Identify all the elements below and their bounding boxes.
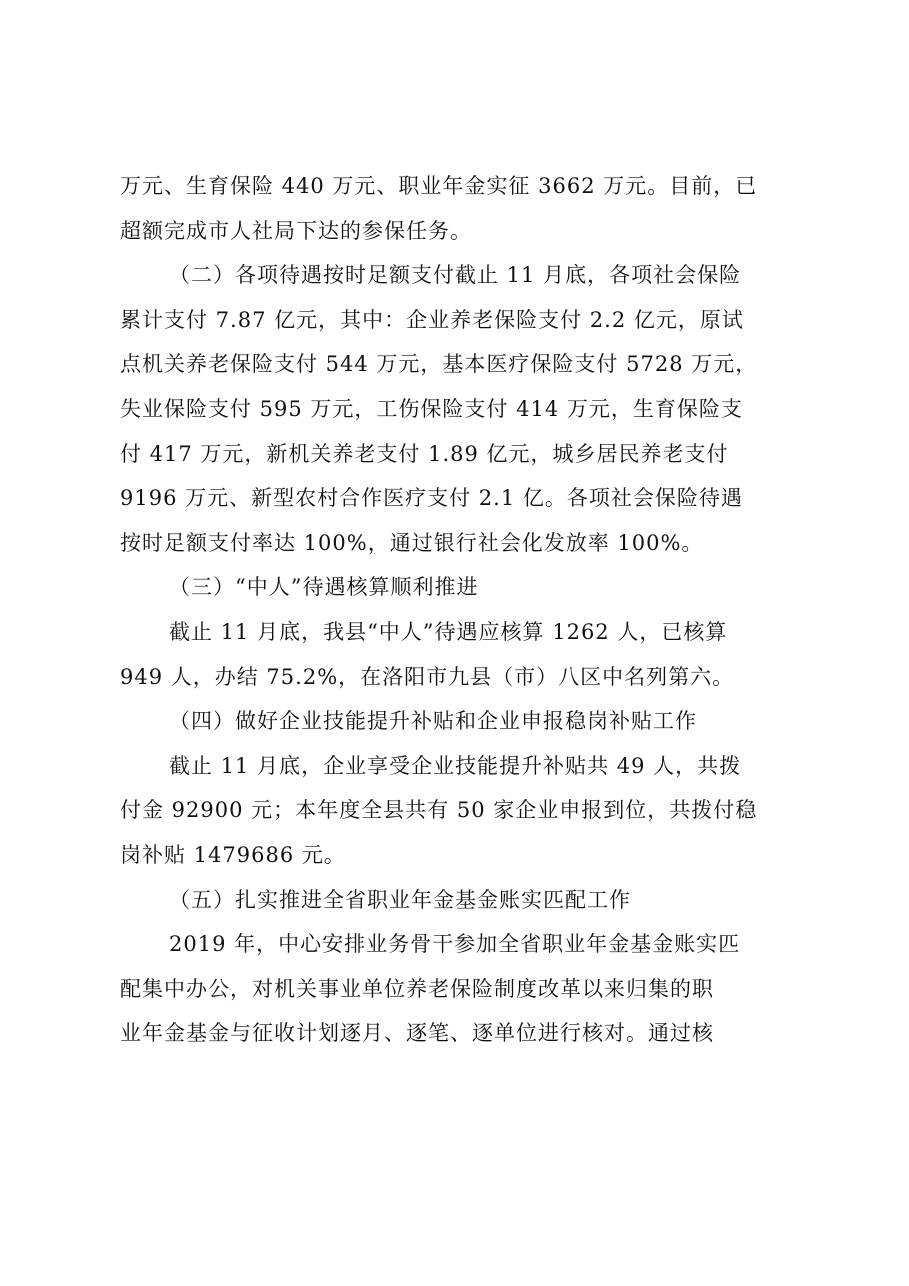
paragraph-line: 业年金基金与征收计划逐月、逐笔、逐单位进行核对。通过核	[120, 1021, 714, 1046]
paragraph-line: 超额完成市人社局下达的参保任务。	[120, 218, 472, 243]
paragraph-line: 付 417 万元，新机关养老支付 1.89 亿元，城乡居民养老支付	[120, 441, 729, 466]
paragraph-line: 配集中办公，对机关事业单位养老保险制度改革以来归集的职	[120, 976, 714, 1001]
section-heading-4: （四）做好企业技能提升补贴和企业申报稳岗补贴工作	[169, 709, 697, 734]
paragraph-line: 万元、生育保险 440 万元、职业年金实征 3662 万元。目前，已	[120, 174, 758, 198]
body-text	[120, 164, 795, 1056]
paragraph-line: 2019 年，中心安排业务骨干参加全省职业年金基金账实匹	[169, 932, 741, 957]
paragraph-line: 9196 万元、新型农村合作医疗支付 2.1 亿。各项社会保险待遇	[120, 486, 743, 511]
paragraph-line: 岗补贴 1479686 元。	[120, 842, 346, 867]
paragraph-line: 截止 11 月底，我县“中人”待遇应核算 1262 人，已核算	[169, 619, 728, 644]
section-heading-5: （五）扎实推进全省职业年金基金账实匹配工作	[169, 887, 631, 912]
paragraph-line: 累计支付 7.87 亿元，其中：企业养老保险支付 2.2 亿元，原试	[120, 307, 744, 332]
section-heading-2: （二）各项待遇按时足额支付截止 11 月底，各项社会保险	[169, 263, 742, 288]
paragraph-line: 点机关养老保险支付 544 万元，基本医疗保险支付 5728 万元，	[120, 352, 758, 377]
paragraph-line: 按时足额支付率达 100%，通过银行社会化发放率 100%。	[120, 530, 704, 555]
paragraph-line: 截止 11 月底，企业享受企业技能提升补贴共 49 人，共拨	[169, 753, 742, 778]
paragraph-line: 949 人，办结 75.2%，在洛阳市九县（市）八区中名列第六。	[120, 664, 735, 689]
paragraph-line: 失业保险支付 595 万元，工伤保险支付 414 万元，生育保险支	[120, 396, 743, 421]
paragraph-line: 付金 92900 元；本年度全县共有 50 家企业申报到位，共拨付稳	[120, 798, 758, 823]
section-heading-3: （三）“中人”待遇核算顺利推进	[169, 575, 479, 600]
